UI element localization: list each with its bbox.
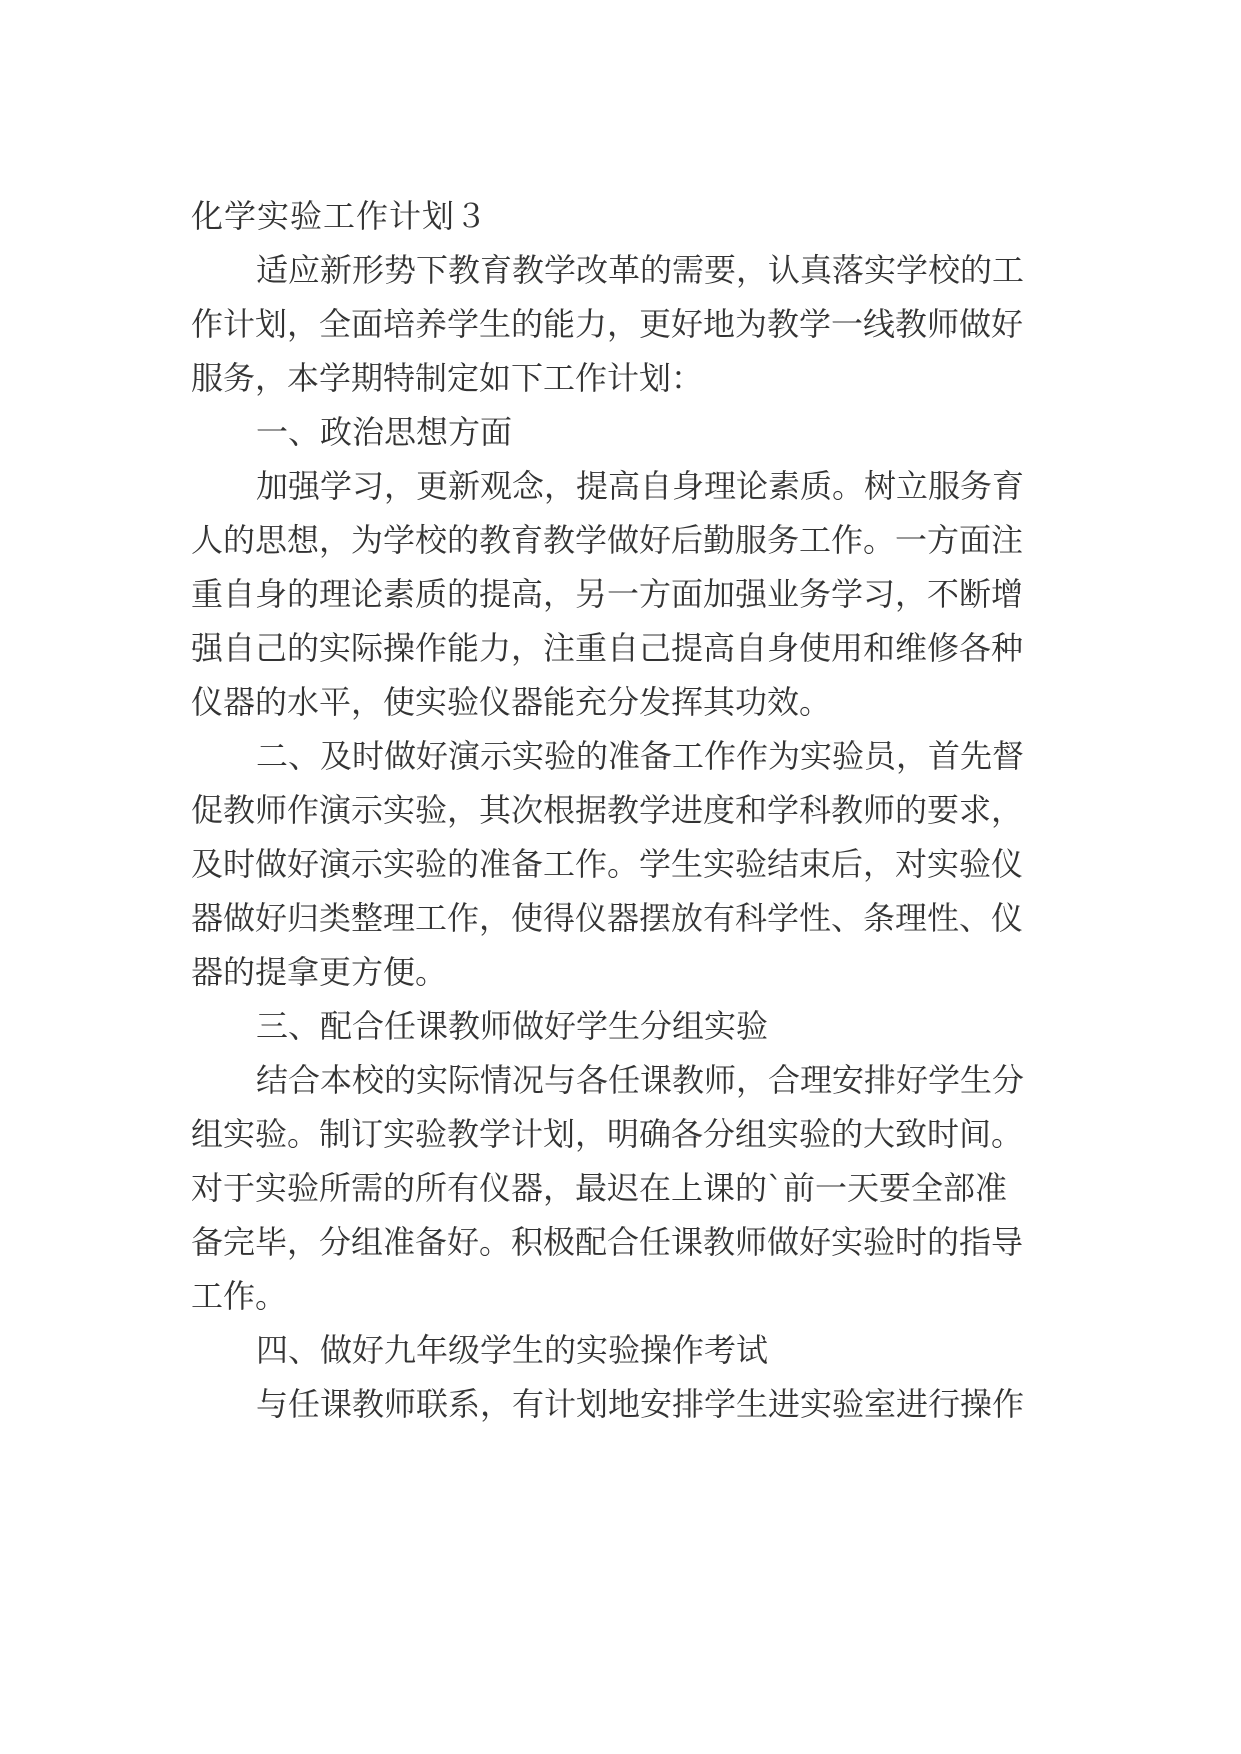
paragraph-line: 促教师作演示实验，其次根据教学进度和学科教师的要求， xyxy=(191,791,1024,829)
section-heading: 二、及时做好演示实验的准备工作作为实验员，首先督 xyxy=(256,737,1025,775)
section-heading: 三、配合任课教师做好学生分组实验 xyxy=(256,1007,769,1045)
paragraph-line: 器做好归类整理工作，使得仪器摆放有科学性、条理性、仪 xyxy=(191,899,1024,937)
paragraph-line: 仪器的水平，使实验仪器能充分发挥其功效。 xyxy=(191,683,832,721)
paragraph-line: 人的思想，为学校的教育教学做好后勤服务工作。一方面注 xyxy=(191,521,1024,559)
paragraph-line: 服务，本学期特制定如下工作计划： xyxy=(191,359,704,397)
paragraph-line: 与任课教师联系，有计划地安排学生进实验室进行操作 xyxy=(256,1385,1025,1423)
document-title: 化学实验工作计划３ xyxy=(191,197,489,235)
paragraph-line: 结合本校的实际情况与各任课教师，合理安排好学生分 xyxy=(256,1061,1025,1099)
paragraph-line: 适应新形势下教育教学改革的需要，认真落实学校的工 xyxy=(256,251,1025,289)
paragraph-line: 加强学习，更新观念，提高自身理论素质。树立服务育 xyxy=(256,467,1025,505)
paragraph-line: 备完毕，分组准备好。积极配合任课教师做好实验时的指导 xyxy=(191,1223,1024,1261)
paragraph-line: 对于实验所需的所有仪器，最迟在上课的`前一天要全部准 xyxy=(191,1169,1008,1207)
paragraph-line: 重自身的理论素质的提高，另一方面加强业务学习，不断增 xyxy=(191,575,1024,613)
paragraph-line: 工作。 xyxy=(191,1277,288,1315)
paragraph-line: 强自己的实际操作能力，注重自己提高自身使用和维修各种 xyxy=(191,629,1024,667)
paragraph-line: 器的提拿更方便。 xyxy=(191,953,448,991)
paragraph-line: 及时做好演示实验的准备工作。学生实验结束后，对实验仪 xyxy=(191,845,1024,883)
paragraph-line: 组实验。制订实验教学计划，明确各分组实验的大致时间。 xyxy=(191,1115,1024,1153)
section-heading: 一、政治思想方面 xyxy=(256,413,513,451)
paragraph-line: 作计划，全面培养学生的能力，更好地为教学一线教师做好 xyxy=(191,305,1024,343)
section-heading: 四、做好九年级学生的实验操作考试 xyxy=(256,1331,769,1369)
